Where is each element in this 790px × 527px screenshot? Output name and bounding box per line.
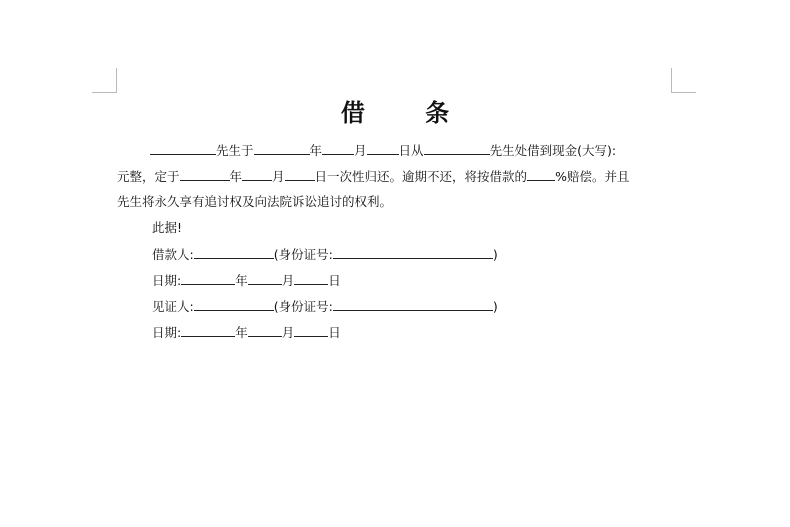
blank-witness-name[interactable] — [194, 298, 274, 311]
blank-witness-day[interactable] — [294, 324, 328, 337]
blank-sign-year[interactable] — [181, 272, 235, 285]
blank-penalty-percent[interactable] — [527, 168, 555, 181]
blank-due-day[interactable] — [285, 168, 315, 181]
paragraph-line-2: 元整，定于 年 月 日一次性归还。逾期不还，将按借款的 %赔偿。并且 — [117, 169, 630, 184]
document-title: 借 条 — [340, 98, 476, 127]
blank-borrower-name[interactable] — [194, 246, 274, 259]
paragraph-line-3: 先生将永久享有追讨权及向法院诉讼追讨的权利。 — [117, 194, 393, 209]
blank-due-month[interactable] — [242, 168, 272, 181]
blank-witness-month[interactable] — [248, 324, 282, 337]
blank-due-year[interactable] — [180, 168, 230, 181]
blank-lender-name[interactable] — [150, 142, 216, 155]
blank-creditor-name[interactable] — [424, 142, 490, 155]
blank-borrower-id[interactable] — [333, 246, 493, 259]
paragraph-line-1: 先生于 年 月 日从 先生处借到现金(大写): — [150, 142, 616, 159]
witness-row: 见证人: (身份证号: ) — [152, 299, 498, 314]
witness-date-row: 日期: 年 月 日 — [152, 325, 341, 340]
blank-sign-month[interactable] — [248, 272, 282, 285]
blank-day[interactable] — [367, 142, 399, 155]
borrower-date-row: 日期: 年 月 日 — [152, 273, 341, 288]
blank-year[interactable] — [254, 142, 310, 155]
blank-witness-year[interactable] — [181, 324, 235, 337]
crop-mark-top-left — [92, 68, 117, 93]
blank-witness-id[interactable] — [333, 298, 493, 311]
blank-sign-day[interactable] — [294, 272, 328, 285]
crop-mark-top-right — [671, 68, 696, 93]
blank-month[interactable] — [322, 142, 354, 155]
borrower-row: 借款人: (身份证号: ) — [152, 247, 498, 262]
closing-statement: 此据! — [152, 220, 183, 235]
